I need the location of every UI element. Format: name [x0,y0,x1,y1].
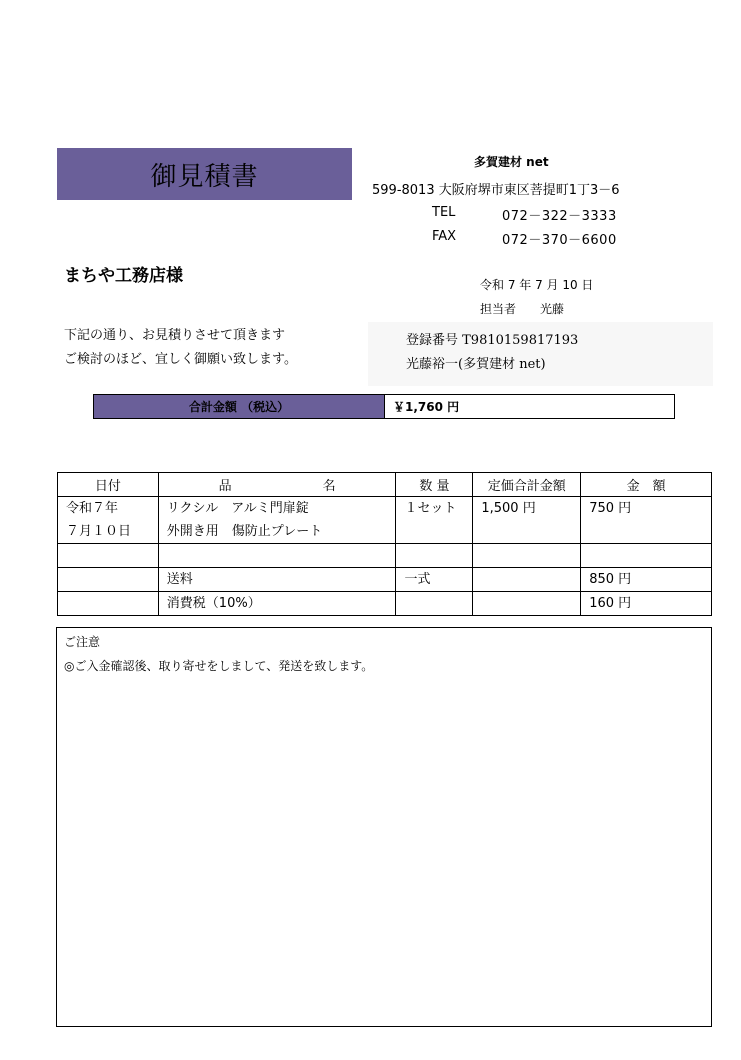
greeting-line-1: 下記の通り、お見積りさせて頂きます [64,328,286,343]
table-cell [473,592,581,616]
tel-label: TEL [432,205,456,220]
table-cell: リクシル アルミ門扉錠 [158,497,396,521]
table-row [58,497,712,521]
table-cell [58,544,159,568]
table-cell [58,568,159,592]
table-cell [396,544,473,568]
notes-text: ◎ご入金確認後、取り寄せをしまして、発送を致します。 [64,659,374,673]
total-label: 合計金額 （税込） [94,395,385,418]
header-item: 品 名 [158,473,396,497]
fax-label: FAX [432,229,457,244]
table-cell: 一式 [396,568,473,592]
table-cell: 外開き用 傷防止プレート [158,520,396,544]
registration-number: 登録番号 T9810159817193 [406,333,579,348]
registration-name: 光藤裕一(多賀建材 net) [406,357,546,372]
notes-title: ご注意 [64,635,101,649]
table-cell [581,544,712,568]
table-cell: 1,500 円 [473,497,581,521]
staff-name: 担当者 光藤 [480,302,565,316]
header-date: 日付 [58,473,159,497]
table-cell [396,592,473,616]
table-row [58,568,712,592]
table-row [58,592,712,616]
table-cell: 160 円 [581,592,712,616]
document-title: 御見積書 [150,161,259,192]
table-cell [158,544,396,568]
header-quantity: 数 量 [396,473,473,497]
total-value: ￥1,760 円 [393,400,460,414]
table-header-row [58,473,712,497]
total-amount-bar [93,394,675,419]
table-cell [473,520,581,544]
table-cell [396,520,473,544]
document-title-box [57,148,352,200]
table-row [58,520,712,544]
table-cell [58,592,159,616]
tel-number: 072－322－3333 [502,209,617,224]
table-cell: １セット [396,497,473,521]
header-amount: 金 額 [581,473,712,497]
issue-date: 令和 7 年 7 月 10 日 [480,278,594,292]
table-cell: ７月１０日 [58,520,159,544]
seller-address: 599-8013 大阪府堺市東区菩提町1丁3－6 [372,183,620,198]
table-cell: 消費税（10%） [158,592,396,616]
table-cell: 850 円 [581,568,712,592]
table-cell: 送料 [158,568,396,592]
table-cell [473,568,581,592]
table-cell [581,520,712,544]
table-cell: 令和７年 [58,497,159,521]
greeting-line-2: ご検討のほど、宜しく御願い致します。 [64,352,297,367]
header-list-price: 定価合計金額 [473,473,581,497]
table-row [58,544,712,568]
table-cell: 750 円 [581,497,712,521]
items-table [57,472,712,616]
fax-number: 072－370－6600 [502,233,617,248]
table-cell [473,544,581,568]
seller-company: 多賀建材 net [474,155,549,169]
customer-name: まちや工務店様 [64,266,183,286]
notes-box [56,627,712,1027]
